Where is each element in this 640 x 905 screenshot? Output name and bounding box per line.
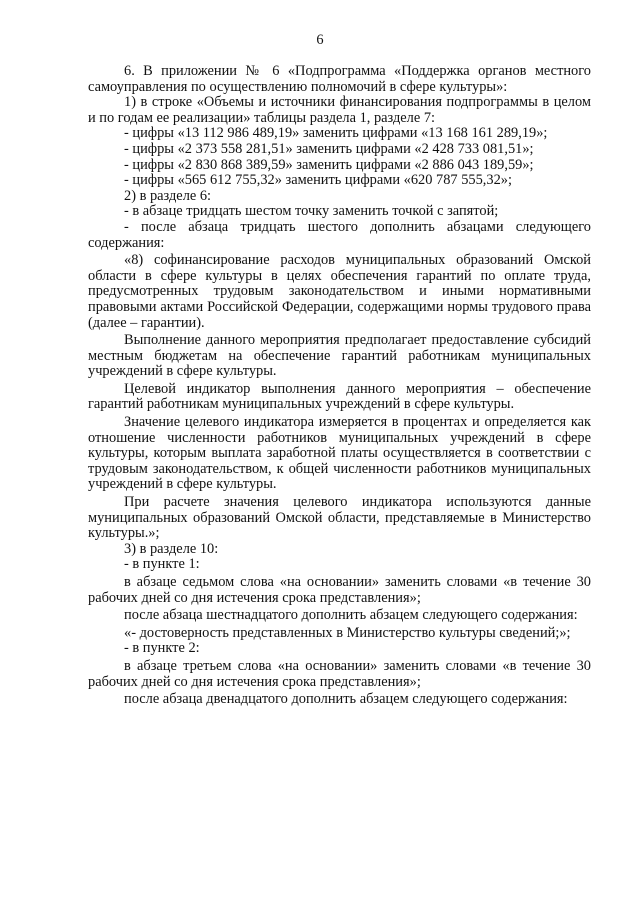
paragraph: в абзаце третьем слова «на основании» заменить словами «в течение 30 рабочих дней со дня истечения срока представления»;: [88, 657, 591, 690]
list-item: - цифры «13 112 986 489,19» заменить цифрами «13 168 161 289,19»;: [124, 125, 548, 142]
list-item: - в абзаце тридцать шестом точку заменить точкой с запятой;: [124, 203, 499, 220]
page-number: 6: [316, 32, 324, 48]
list-item: - в пункте 2:: [124, 640, 200, 657]
paragraph: 2) в разделе 6:: [124, 187, 212, 204]
list-item: - цифры «565 612 755,32» заменить цифрами «620 787 555,32»;: [124, 172, 512, 189]
paragraph: Целевой индикатор выполнения данного мероприятия – обеспечение гарантий работникам муниципальных учреждений в сфере культуры.: [88, 380, 591, 413]
document-body: [88, 64, 591, 708]
list-item: - в пункте 1:: [124, 556, 200, 573]
list-item: - после абзаца тридцать шестого дополнить абзацами следующего содержания:: [88, 218, 591, 251]
list-item: - цифры «2 373 558 281,51» заменить цифрами «2 428 733 081,51»;: [124, 140, 534, 157]
paragraph: «8) софинансирование расходов муниципальных образований Омской области в сфере культуры в целях обеспечения гарантий по оплате труда, предусмотренных трудовым законодательством и иными нормативными правовыми актами Российской Федерации, содержащими нормы трудового права (далее – гарантии).: [88, 252, 591, 331]
paragraph: 6. В приложении № 6 «Подпрограмма «Поддержка органов местного самоуправления по осуществлению полномочий в сфере культуры»:: [88, 63, 591, 95]
list-item: - цифры «2 830 868 389,59» заменить цифрами «2 886 043 189,59»;: [124, 156, 534, 173]
paragraph: 3) в разделе 10:: [124, 540, 219, 557]
paragraph: Значение целевого индикатора измеряется в процентах и определяется как отношение численности работников муниципальных учреждений в сфере культуры, которым выплата заработной платы осуществляется в соответствии с трудовым законодательством, к общей численности работников муниципальных учреждений в сфере культуры.: [88, 414, 591, 493]
paragraph: после абзаца двенадцатого дополнить абзацем следующего содержания:: [124, 691, 568, 708]
paragraph: в абзаце седьмом слова «на основании» заменить словами «в течение 30 рабочих дней со дня истечения срока представления»;: [88, 574, 591, 606]
paragraph: «- достоверность представленных в Министерство культуры сведений;»;: [124, 624, 571, 641]
paragraph: Выполнение данного мероприятия предполагает предоставление субсидий местным бюджетам на обеспечение гарантий работникам муниципальных учреждений в сфере культуры.: [88, 332, 591, 380]
paragraph: после абзаца шестнадцатого дополнить абзацем следующего содержания:: [124, 607, 578, 624]
paragraph: 1) в строке «Объемы и источники финансирования подпрограммы в целом и по годам ее реализации» таблицы раздела 1, разделе 7:: [88, 94, 591, 126]
paragraph: При расчете значения целевого индикатора используются данные муниципальных образований Омской области, представляемые в Министерство культуры.»;: [88, 494, 591, 542]
